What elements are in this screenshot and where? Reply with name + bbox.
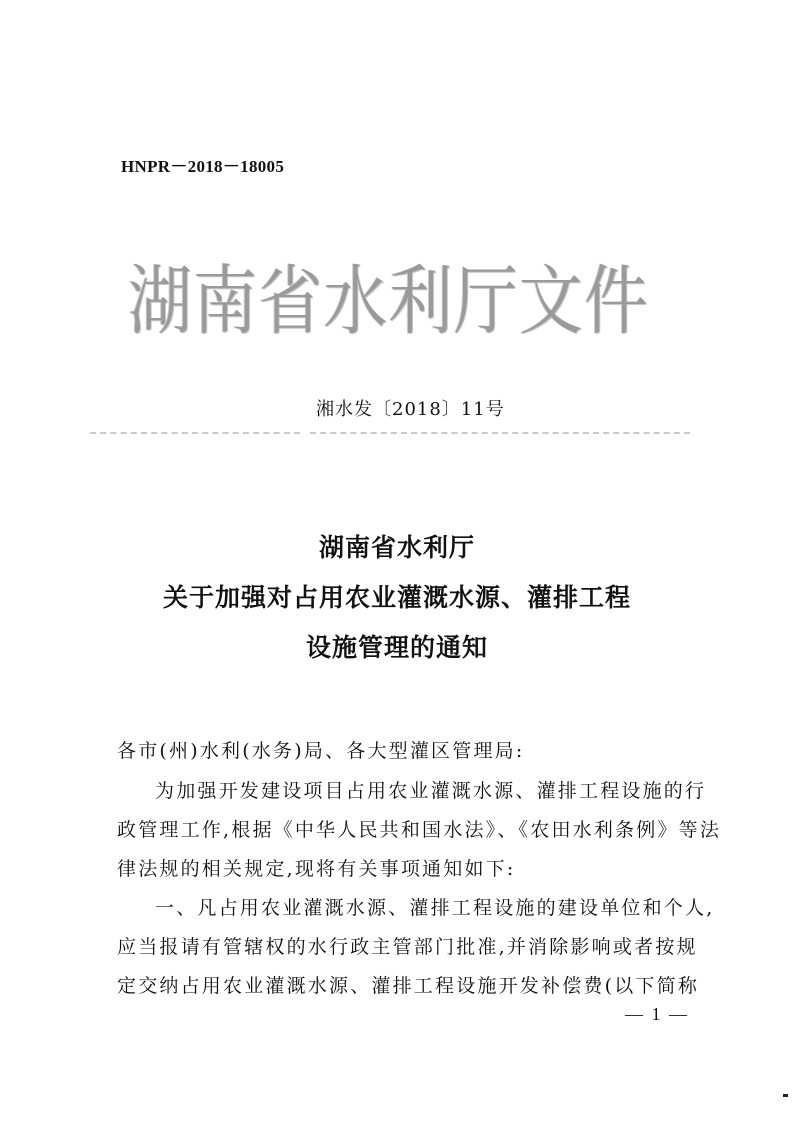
- document-title-line-2: 关于加强对占用农业灌溉水源、灌排工程: [162, 583, 631, 612]
- body-text-line: 政管理工作,根据《中华人民共和国水法》、《农田水利条例》等法: [117, 819, 722, 841]
- letterhead-char: 水: [323, 258, 388, 346]
- page-number: — 1 —: [625, 1004, 689, 1024]
- separator-line-left: [90, 432, 300, 434]
- body-text-line: 一、凡占用农业灌溉水源、灌排工程设施的建设单位和个人,: [155, 897, 715, 919]
- separator-line-right: [310, 432, 690, 434]
- letterhead: [128, 230, 648, 360]
- letterhead-char: 件: [583, 258, 648, 346]
- letterhead-char: 南: [193, 258, 258, 346]
- body-text-line: 应当报请有管辖权的水行政主管部门批准,并消除影响或者按规: [117, 936, 698, 958]
- letterhead-char: 文: [518, 258, 583, 346]
- scan-edge-mark: [783, 1094, 788, 1097]
- body-text-line: 律法规的相关规定,现将有关事项通知如下:: [117, 858, 516, 880]
- letterhead-char: 厅: [453, 258, 518, 346]
- document-title-line-3: 设施管理的通知: [305, 633, 488, 662]
- salutation: 各市(州)水利(水务)局、各大型灌区管理局:: [117, 740, 525, 762]
- body-text-line: 为加强开发建设项目占用农业灌溉水源、灌排工程设施的行: [155, 780, 707, 802]
- issue-number: 湘水发〔2018〕11号: [316, 399, 505, 420]
- letterhead-char: 利: [388, 258, 453, 346]
- document-code: HNPR－2018－18005: [121, 157, 285, 176]
- letterhead-char: 省: [258, 258, 323, 346]
- document-title-line-1: 湖南省水利厅: [318, 533, 475, 562]
- body-text-line: 定交纳占用农业灌溉水源、灌排工程设施开发补偿费(以下简称: [117, 975, 700, 997]
- letterhead-char: 湖: [128, 258, 192, 346]
